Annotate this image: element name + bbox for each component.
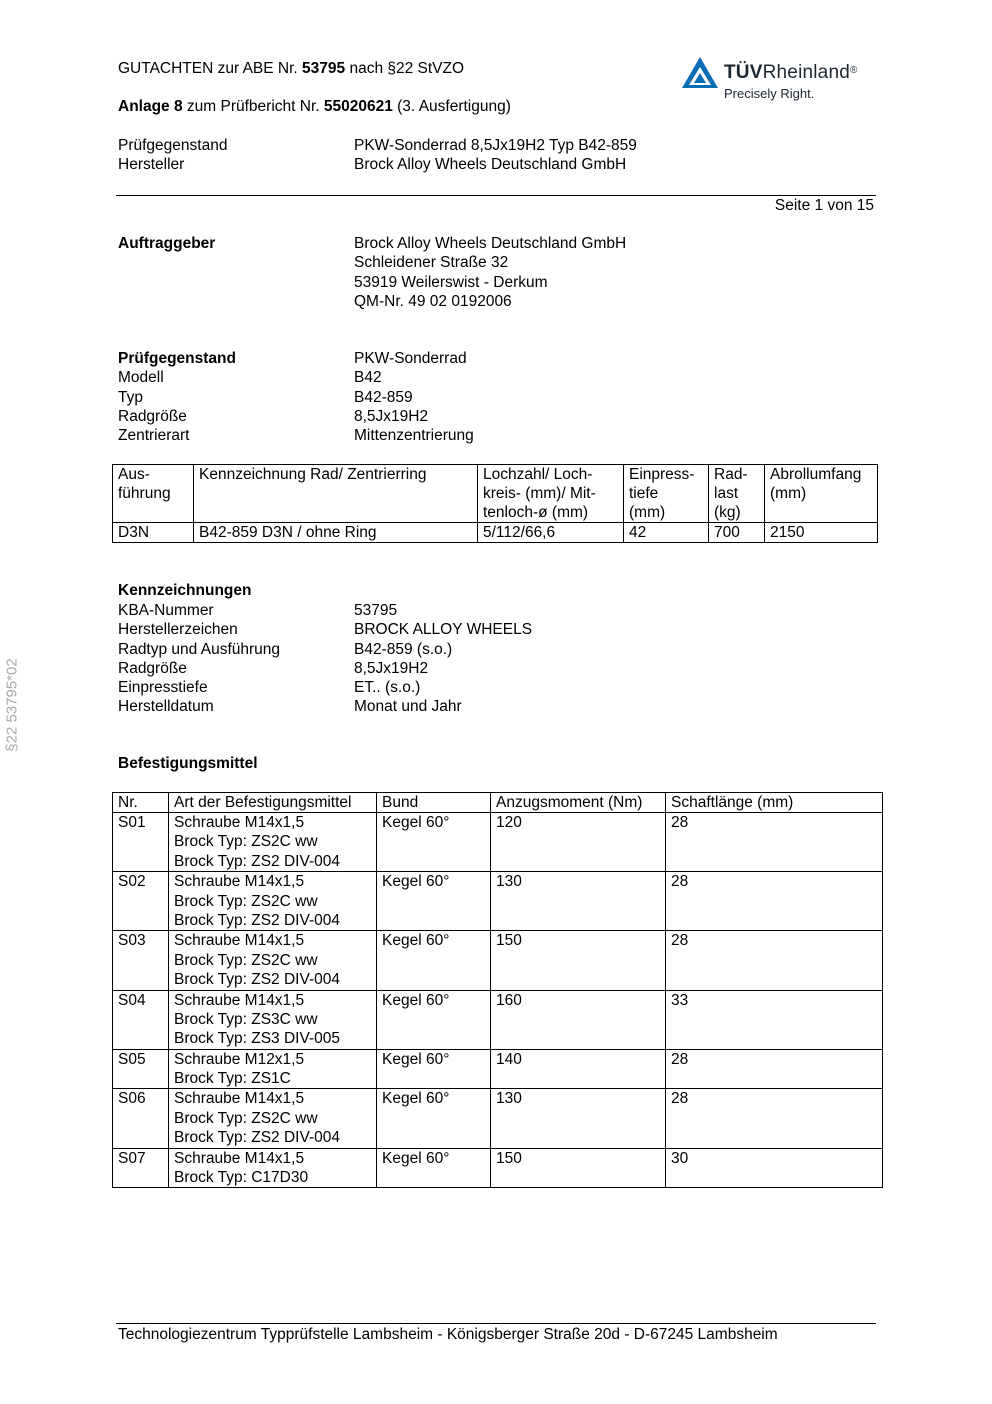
column-header: Art der Befestigungsmittel — [169, 793, 377, 813]
befestigungsmittel-title: Befestigungsmittel — [118, 755, 258, 772]
column-header: Rad- last (kg) — [709, 465, 765, 523]
auftraggeber-label: Auftraggeber — [118, 235, 216, 252]
page-number: Seite 1 von 15 — [774, 197, 874, 214]
column-header: Einpress- tiefe (mm) — [624, 465, 709, 523]
table-header-row — [113, 465, 878, 523]
befestigungsmittel-table — [112, 792, 883, 1188]
kennzeichnungen-title: Kennzeichnungen — [118, 582, 252, 599]
document-subtitle: Anlage 8 zum Prüfbericht Nr. 55020621 (3. Ausfertigung) — [118, 98, 511, 115]
column-header: Lochzahl/ Loch- kreis- (mm)/ Mit- tenloch-ø (mm) — [478, 465, 624, 523]
footer-address: Technologiezentrum Typprüfstelle Lambsheim - Königsberger Straße 20d - D-67245 Lambsheim — [118, 1326, 778, 1343]
side-reference-mark: §22 53795*02 — [3, 658, 21, 752]
column-header: Nr. — [113, 793, 169, 813]
logo-slogan: Precisely Right. — [724, 86, 815, 101]
table-row: S06 Schraube M14x1,5 Brock Typ: ZS2C ww Brock Typ: ZS2 DIV-004 Kegel 60° 130 28 — [113, 1089, 883, 1148]
column-header: Kennzeichnung Rad/ Zentrierring — [194, 465, 478, 523]
pruefgegenstand-title: Prüfgegenstand — [118, 350, 236, 367]
table-row: S04 Schraube M14x1,5 Brock Typ: ZS3C ww Brock Typ: ZS3 DIV-005 Kegel 60° 160 33 — [113, 990, 883, 1049]
table-row: S05 Schraube M12x1,5 Brock Typ: ZS1C Kegel 60° 140 28 — [113, 1049, 883, 1089]
table-header-row — [113, 793, 883, 813]
table-row: S03 Schraube M14x1,5 Brock Typ: ZS2C ww Brock Typ: ZS2 DIV-004 Kegel 60° 150 28 — [113, 931, 883, 990]
footer-divider — [116, 1323, 876, 1324]
table-row: S07 Schraube M14x1,5 Brock Typ: C17D30 Kegel 60° 150 30 — [113, 1148, 883, 1188]
column-header: Anzugsmoment (Nm) — [491, 793, 666, 813]
auftraggeber-address: Brock Alloy Wheels Deutschland GmbH Schleidener Straße 32 53919 Weilerswist - Derkum QM-Nr. 49 02 0192006 — [354, 235, 627, 310]
table-row: S02 Schraube M14x1,5 Brock Typ: ZS2C ww Brock Typ: ZS2 DIV-004 Kegel 60° 130 28 — [113, 872, 883, 931]
column-header: Bund — [377, 793, 491, 813]
column-header: Aus- führung — [113, 465, 194, 523]
tuv-logo — [680, 55, 870, 105]
column-header: Abrollumfang (mm) — [765, 465, 878, 523]
logo-brand: TÜVRheinland® — [724, 62, 858, 83]
table-row: D3N B42-859 D3N / ohne Ring 5/112/66,6 42 700 2150 — [113, 523, 878, 543]
column-header: Schaftlänge (mm) — [666, 793, 883, 813]
tuv-triangle-icon — [680, 55, 720, 91]
ausfuehrung-table — [112, 464, 878, 543]
document-title: GUTACHTEN zur ABE Nr. 53795 nach §22 StVZO — [118, 60, 465, 77]
table-row: S01 Schraube M14x1,5 Brock Typ: ZS2C ww Brock Typ: ZS2 DIV-004 Kegel 60° 120 28 — [113, 813, 883, 872]
